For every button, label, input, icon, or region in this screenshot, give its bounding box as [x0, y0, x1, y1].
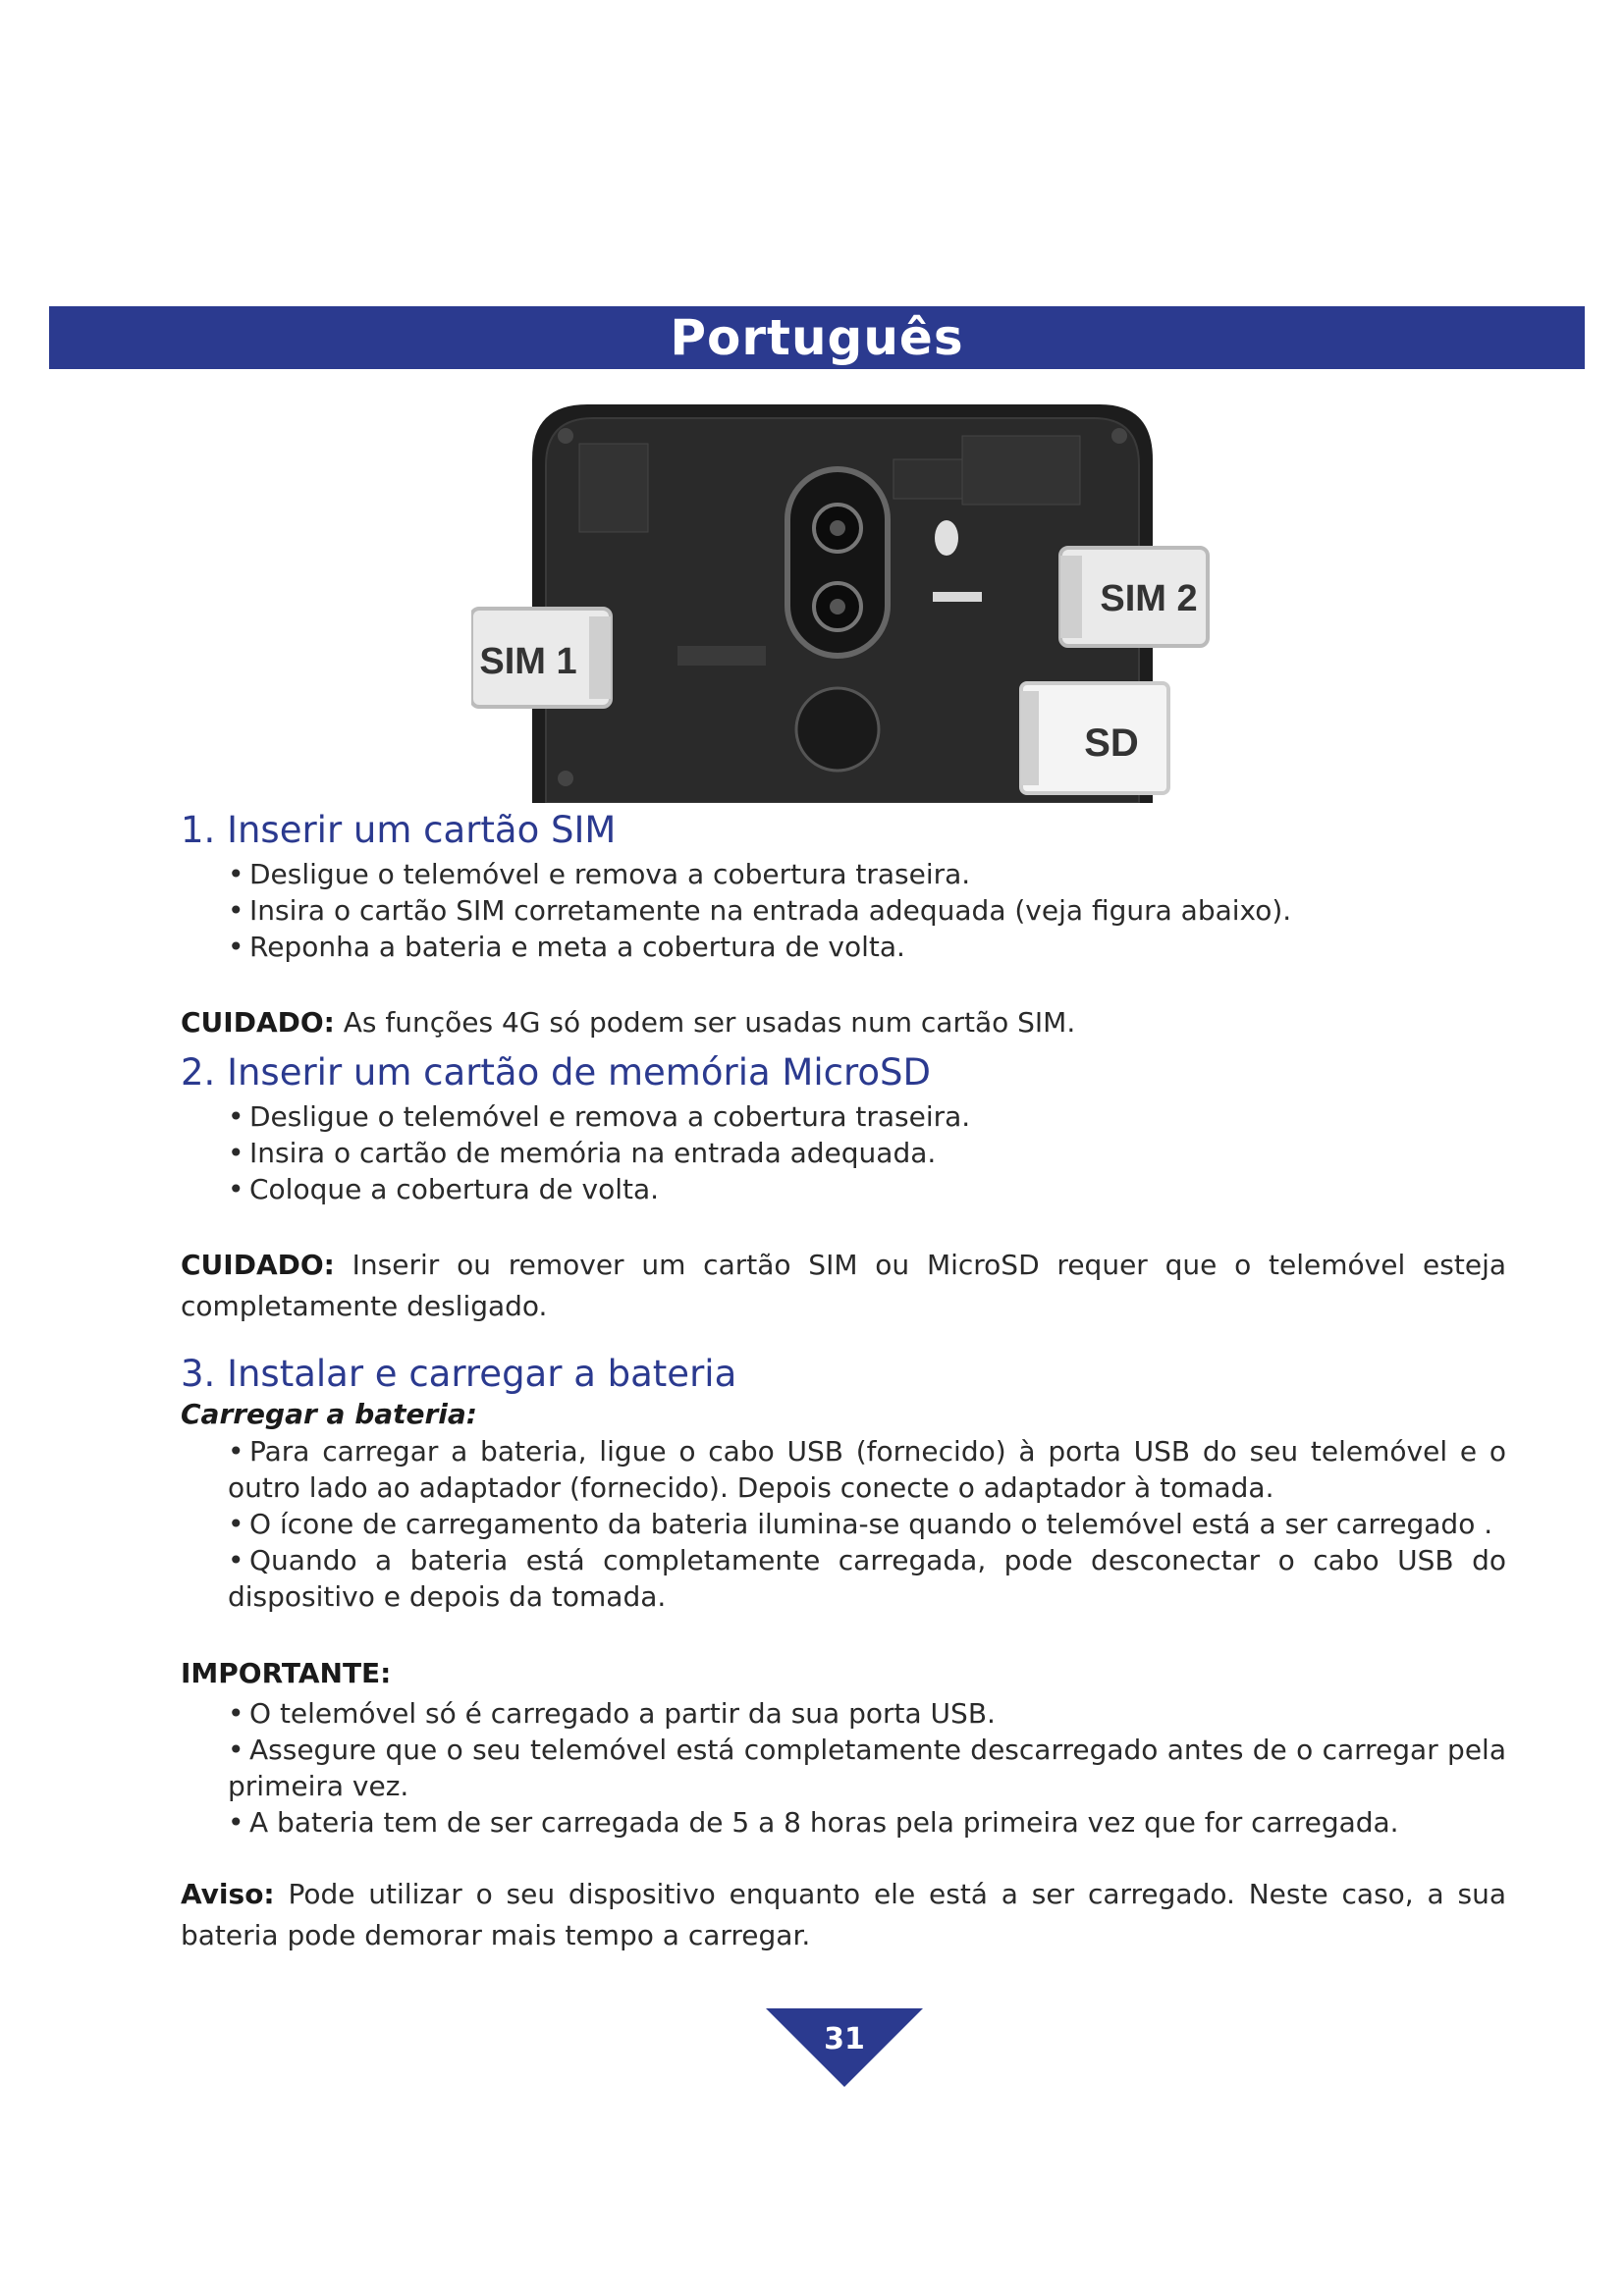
bullet-icon: •	[228, 1100, 244, 1133]
section-title: 1. Inserir um cartão SIM	[181, 809, 617, 851]
list-item: • A bateria tem de ser carregada de 5 a 8 horas pela primeira vez que for carregada.	[228, 1806, 1399, 1839]
sd-label: SD	[1084, 721, 1139, 765]
bullet-icon: •	[228, 1173, 244, 1205]
list-item: • Coloque a cobertura de volta.	[228, 1173, 660, 1205]
important-heading: IMPORTANTE:	[181, 1657, 392, 1689]
fingerprint-sensor	[796, 688, 879, 771]
bullet-icon: •	[228, 1544, 244, 1576]
bullet-icon: •	[228, 1137, 244, 1169]
list-item: • Quando a bateria está completamente carregada, pode desconectar o cabo USB do dispositivo e depois da tomada.	[228, 1544, 1506, 1613]
page-number: 31	[824, 2022, 865, 2056]
bullet-list	[228, 1433, 1506, 1615]
bullet-icon: •	[228, 1508, 244, 1540]
section-insert-sim	[181, 807, 1506, 1043]
list-item: • Desligue o telemóvel e remova a cobertura traseira.	[228, 858, 971, 890]
section-title: 2. Inserir um cartão de memória MicroSD	[181, 1051, 931, 1094]
bullet-icon: •	[228, 1697, 244, 1730]
warning-note: Aviso: Pode utilizar o seu dispositivo enquanto ele está a ser carregado. Neste caso, a sua bateria pode demorar mais tempo a carregar.	[181, 1878, 1506, 1951]
bullet-icon: •	[228, 1435, 244, 1468]
bullet-icon: •	[228, 894, 244, 927]
section-battery	[181, 1351, 1506, 1956]
bullet-list	[228, 856, 1506, 965]
list-item: • Assegure que o seu telemóvel está completamente descarregado antes de o carregar pela primeira vez.	[228, 1734, 1506, 1802]
bullet-icon: •	[228, 858, 244, 890]
note-label: CUIDADO:	[181, 1249, 335, 1281]
bullet-icon: •	[228, 1734, 244, 1766]
list-item: • Reponha a bateria e meta a cobertura de volta.	[228, 931, 905, 963]
list-item: • Insira o cartão de memória na entrada adequada.	[228, 1137, 937, 1169]
page-title: Português	[670, 309, 964, 366]
note-label: CUIDADO:	[181, 1006, 335, 1039]
sim2-label: SIM 2	[1100, 578, 1198, 619]
list-item: • Para carregar a bateria, ligue o cabo USB (fornecido) à porta USB do seu telemóvel e o outro lado ao adaptador (fornecido). Depois conecte o adaptador à tomada.	[228, 1435, 1506, 1504]
list-item: • Desligue o telemóvel e remova a cobertura traseira.	[228, 1100, 971, 1133]
content	[181, 807, 1506, 1956]
caution-note: CUIDADO: Inserir ou remover um cartão SIM ou MicroSD requer que o telemóvel esteja completamente desligado.	[181, 1249, 1506, 1322]
sim2-card	[1060, 548, 1208, 646]
subheading: Carregar a bateria:	[181, 1398, 477, 1430]
sd-card	[1021, 683, 1168, 793]
note-label: Aviso:	[181, 1878, 275, 1910]
section-title: 3. Instalar e carregar a bateria	[181, 1353, 737, 1395]
sim1-card	[471, 609, 611, 707]
bullet-list	[228, 1098, 1506, 1207]
caution-note: CUIDADO: As funções 4G só podem ser usadas num cartão SIM.	[181, 1006, 1076, 1039]
bullet-icon: •	[228, 1806, 244, 1839]
sim1-label: SIM 1	[479, 641, 577, 682]
page-number-badge	[766, 2008, 923, 2097]
bullet-icon: •	[228, 931, 244, 963]
list-item: • Insira o cartão SIM corretamente na entrada adequada (veja figura abaixo).	[228, 894, 1292, 927]
section-insert-microsd	[181, 1049, 1506, 1327]
important-list	[228, 1695, 1506, 1841]
phone-back-figure	[471, 400, 1218, 803]
list-item: • O ícone de carregamento da bateria ilumina-se quando o telemóvel está a ser carregado .	[228, 1508, 1493, 1540]
list-item: • O telemóvel só é carregado a partir da sua porta USB.	[228, 1697, 996, 1730]
language-banner	[49, 306, 1585, 369]
